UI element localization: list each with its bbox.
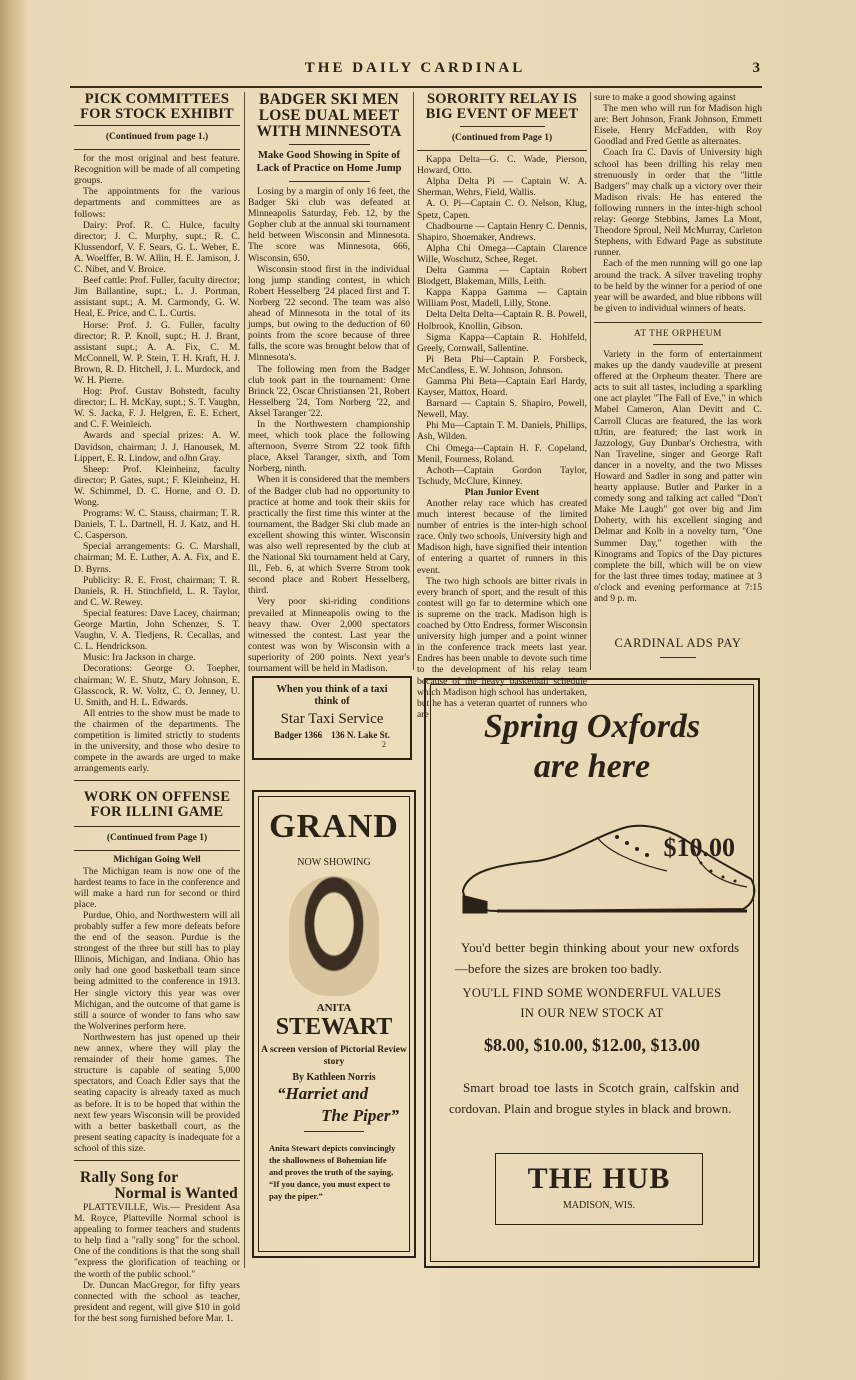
subhead: Plan Junior Event [464, 486, 540, 498]
binding-edge [0, 0, 26, 1380]
paragraph: In the Northwestern championship meet, which took place the following afternoon, Sverre Strom '22 took fifth place, Aksel Taranger, sixth, and Tom Norberg, ninth. [248, 418, 410, 475]
taxi-name: Star Taxi Service [280, 711, 384, 727]
paragraph: Dr. Duncan MacGregor, for fifty years connected with the school as teacher, president and regent, will give $10 in gold for the best song furnished before Mar. 1. [74, 1279, 240, 1324]
paragraph: for the most original and best feature. Recognition will be made of all competing groups. [74, 153, 240, 187]
paragraph: Kappa Kappa Gamma — Captain William Post, Madell, Lilly, Stone. [417, 287, 587, 310]
paragraph: Programs: W. C. Stauss, chairman; T. R. Daniels, T. L. Dartnell, H. J. Katz, and H. C. Casperson. [74, 508, 240, 542]
rule [594, 322, 762, 323]
paragraph: All entries to the show must be made to the chairmen of the departments. The competition is limited strictly to students in the university, and those who desire to compete in the awards are urged to make arrangements early. [74, 707, 240, 775]
paragraph: Chadbourne — Captain Henry C. Dennis, Shapiro, Shoemaker, Andrews. [417, 220, 587, 243]
paragraph: Northwestern has just opened up their new annex, where they will play the remainder of their home games. The structure is capable of seating 5,000 spectators, and Coach Edler says that the seating capacity is already taxed as much as before. It is to be hoped that within the next few years Wisconsin will be provided with a better basketball court, as the present seating capacity is inadequate for a school of this size. [74, 1031, 240, 1154]
paragraph: A. O. Pi—Captain C. O. Nelson, Klug, Spetz, Capen. [417, 198, 587, 221]
rule [653, 344, 703, 345]
rule [460, 126, 545, 127]
paragraph: Delta Delta Delta—Captain R. B. Powell, Holbrook, Knollin, Gibson. [417, 309, 587, 332]
paragraph: Chi Omega—Captain H. F. Copeland, Menil, Fourness, Roland. [417, 442, 587, 465]
paragraph: Sheep: Prof. Kleinheinz, faculty director; P. Gates, supt.; F. Kleinheinz, H. W. Schimmel, D. C. Horne, and O. D. Wong. [74, 463, 240, 508]
paragraph: Publicity: R. E. Frost, chairman; T. R. Daniels, R. H. Stinchfield, L. R. Taylor, and C. W. Rewey. [74, 574, 240, 608]
paragraph: Horse: Prof. J. G. Fuller, faculty director; R. P. Knoll, supt.; H. J. Brant, assistant supt.; A. A. Fix, C. M. McConnell, W. P. Stein, T. H. Kraft, H. J. Brown, R. D. Hitchell, J. L. Murdock, and W. H. Pierre. [74, 319, 240, 386]
paragraph: Alpha Chi Omega—Captain Clarence Wille, Woschutz, Schee, Reget. [417, 242, 587, 265]
paragraph: Pi Beta Phi—Captain P. Forsbeck, McCandless, E. W. Johnson, Johnson. [417, 353, 587, 376]
paragraph: Gamma Phi Beta—Captain Earl Hardy, Kayser, Mattox, Hoard. [417, 375, 587, 399]
headline-ski-3: WITH MINNESOTA [256, 123, 402, 140]
ad-body-2: Smart broad toe lasts in Scotch grain, calfskin and cordovan. Plain and brogue styles in black and brown. [449, 1080, 739, 1116]
film-title-1: “Harriet and [277, 1084, 369, 1103]
hub-logo-box [495, 1153, 703, 1225]
continued-note: (Continued from page 1.) [105, 132, 209, 142]
paragraph: Barnard — Captain S. Shapiro, Powell, Newell, May. [417, 398, 587, 421]
film-author: By Kathleen Norris [292, 1072, 376, 1083]
rule [74, 125, 240, 126]
hub-city: MADISON, WIS. [562, 1200, 636, 1211]
rule [417, 150, 587, 151]
page-number: 3 [752, 60, 760, 76]
rule [74, 1160, 240, 1161]
ad-headline [431, 707, 753, 787]
taxi-contact [254, 730, 410, 740]
theater-name: GRAND [269, 808, 399, 845]
taxi-mark: 2 [382, 740, 386, 749]
headline-offense-1: WORK ON OFFENSE [83, 789, 231, 806]
ad-headline-2: are here [533, 748, 651, 785]
taxi-line-2: think of [314, 696, 350, 707]
paragraph: Dairy: Prof. R. C. Hulce, faculty director; J. C. Murphy, supt.; R. C. Klussendorf, V. F. Sears, G. L. Weber, E. A. Woelffer, B. W. Allin, H. E. Jamison, J. C. Nibet, and V. Broice. [74, 219, 240, 276]
paragraph: Purdue, Ohio, and Northwestern will all probably suffer a few more defeats before the end of the season. Purdue is the strongest of the three but still has to play Illinois, Michigan, and Indiana. Ohio has only had one good basketball team since being admitted to the conference in 1913. Her single victory this year was over Michigan, and the outcome of that game is still a source of wonder to fans who saw the Wolverines perform here. [74, 909, 240, 1032]
masthead-title: THE DAILY CARDINAL [304, 60, 526, 76]
masthead-rule [70, 86, 762, 88]
film-blurb: Anita Stewart depicts convincingly the shallowness of Bohemian life and proves the truth of the saying, “If you dance, you must expect to pay the piper.” [269, 1143, 396, 1201]
taxi-ad [252, 676, 412, 760]
paragraph: The men who will run for Madison high are: Bert Johnson, Frank Johnson, Emmett Eisele, Henry McFadden, with Roy Goodlad and Fred Gettle as alternates. [594, 103, 762, 148]
paragraph: Awards and special prizes: A. W. Davidson, chairman; J. J. Hanousek, M. Lippert, E. R. Lindow, and oJhn Gray. [74, 430, 240, 464]
column-1 [74, 91, 240, 1324]
orpheum-heading: AT THE ORPHEUM [634, 328, 722, 339]
cardinal-ads-text: CARDINAL ADS PAY [614, 636, 742, 650]
headline-committees-2: FOR STOCK EXHIBIT [80, 106, 234, 122]
ad-body-1: You'd better begin thinking about your new oxfords—before the sizes are broken too badly. [455, 940, 739, 976]
actress-last-name: STEWART [275, 1014, 393, 1040]
paragraph: sure to make a good showing against [594, 92, 736, 103]
paragraph: Sigma Kappa—Captain R. Hohlfeld, Greely, Cornwall, Sallentine. [417, 331, 587, 354]
paragraph: Variety in the form of entertainment makes up the dandy vaudeville at present offered at the Orpheum theater. There are acts to suit all tastes, including a sparkling one act playlet "The Fall of Eve," in which Mabel Cameron, Alan Devitt and C. Carroll Clucas are featured, the las work ttJtin, are featured; the last work in Jazzology, Guy Dunbar's Orchestra, with Nan Traveline, singer and George Raft dancer in a novelty, and the two Misses Howard and Sadler in song and patter win hearty applause. Butler and Parker in a comedy song and talking act called "Don't Make Me Laugh" got over big and Jim Doherty, with his excellent singing and Delmar and Kolb in a novelty turn, "One Summer Day," together with the Kinograms and Topics of the Day pictures complete the bill, which will be on view for the last three times today, matinee at 3 o'clock and evening performance at 7:15 and 9 p. m. [594, 348, 762, 605]
paragraph: The following men from the Badger club took part in the tournament: Orne Brinck '22, Oscar Christiansen '21, Robert Hesselberg '24, Tom Norberg '22, and Aksel Taranger '22. [248, 363, 410, 419]
column-divider [413, 92, 414, 670]
headline-sorority-1: SORORITY RELAY IS [426, 91, 578, 107]
paragraph: Each of the men running will go one lap around the track. A silver traveling trophy to be held by the winner for a period of one year will be awarded, and blue ribbons will be given to individual winners of heats. [594, 258, 762, 314]
paragraph: Delta Gamma — Captain Robert Blodgett, Blakeman, Mills, Leith. [417, 265, 587, 288]
ad-caps-2: IN OUR NEW STOCK AT [520, 1006, 664, 1020]
paragraph: The appointments for the various departments and committees are as follows: [74, 186, 240, 220]
paragraph: Music: Ira Jackson in charge. [83, 652, 196, 664]
paragraph: The two high schools are bitter rivals in every branch of sport, and the result of this contest will go far to determine which one is supreme on the track. Madison high is coached by Otto Endress, former Wisconsin university high jumper and a point winner in the conference track meets last year. Endres has been unable to devote such time to the development of his relay team because of the heavy basketball schedule which Madison high school has undertaken, but he has a veteran quartet of runners who are [417, 575, 587, 720]
hub-logo: THE HUB [527, 1162, 671, 1195]
paragraph: Special features: Dave Lacey, chairman; George Martin, John Schenzer, S. T. Vaughn, V. A. Tiedjens, R. Cecallas, and C. L. Hendrickson. [74, 607, 240, 653]
ad-price-list: $8.00, $10.00, $12.00, $13.00 [484, 1035, 700, 1055]
cardinal-ads-pay [594, 636, 762, 658]
film-description: A screen version of Pictorial Review story [261, 1045, 407, 1067]
subhead: Michigan Going Well [113, 854, 201, 866]
headline-ski-2: LOSE DUAL MEET [258, 107, 400, 124]
ad-caps-1: YOU'LL FIND SOME WONDERFUL VALUES [462, 986, 722, 1000]
headline-offense-2: FOR ILLINI GAME [90, 804, 224, 821]
rule [304, 1131, 364, 1132]
paragraph: Kappa Delta—G. C. Wade, Pierson, Howard, Otto. [417, 154, 587, 177]
column-4 [594, 92, 762, 632]
rule [660, 657, 696, 658]
paragraph: Achoth—Captain Gordon Taylor, Tschudy, McClure, Kinney. [417, 464, 587, 487]
rule [289, 144, 370, 145]
paragraph: Decorations: George O. Toepher, chairman; W. E. Shutz, Mary Johnson, E. Glasscock, R. W. Voltz, C. O. Jenney, U. U. Smith, and H. L. Edwards. [74, 663, 240, 708]
paragraph: Hog: Prof. Gustav Bohstedt, faculty director; L. H. McKay, supt.; S. T. Vaughn, W. S. Jacka, F. J. Helgren, E. E. Echert, and C. F. Weinleich. [74, 386, 240, 431]
paragraph: Beef cattle: Prof. Fuller, faculty director; Jim Ballantine, supt.; L. J. Portman, assistant supt.; A. M. Carmondy, G. W. Heal, E. Price, and C. L. Curtis. [74, 275, 240, 320]
hub-oxfords-ad [424, 678, 760, 1268]
paragraph: PLATTEVILLE, Wis.— President Asa M. Royce, Platteville Normal school is appealing to former teachers and students to help find a "rally song" for the school. One of the conditions is that the song shall "express the glorification of teaching or the worth of the public school." [74, 1201, 240, 1280]
rule [74, 149, 240, 150]
paragraph: When it is considered that the members of the Badger club had no opportunity to practice at home and took their skiis for practically the first time this winter at the tournament, the Badger Ski club made an excellent showing this winter. Wisconsin was also well represented by the club at the National Ski tournament held at Cary, Ill., Feb. 6, at which Sverre Strom took second place and Robert Hesselberg, third. [248, 474, 410, 597]
headline-rally-2: Normal is Wanted [114, 1184, 238, 1202]
rule [74, 780, 240, 781]
now-showing: NOW SHOWING [297, 857, 371, 868]
paragraph: The Michigan team is now one of the hardest teams to face in the conference and will make a hard run for second or third place. [74, 865, 240, 910]
paragraph: Very poor ski-riding conditions prevailed at Minneapolis owing to the heavy thaw. Over 2,000 spectators witnessed the contest. Last year the contest was won by Wisconsin with a superiority of 200 points. Next year's tournament will be held in Madison. [248, 596, 410, 675]
ad-headline-1: Spring Oxfords [483, 708, 701, 745]
paragraph: Coach Ira C. Davis of University high school has been drilling his relay men strenuously in order that the "little Badgers" may chalk up a victory over their Madison rivals. He has entered the following runners in the inter-high school relay: George Stebbins, James La Mont, Theodore Sproul, Neil McMurray, Carleton Stephens, with Edward Page as substitute runner. [594, 147, 762, 259]
column-divider [590, 92, 591, 670]
continued-note: (Continued from Page 1) [451, 133, 553, 143]
paragraph: Wisconsin stood first in the individual long jump standing contest, in which Robert Hesselberg '24 placed first and T. Norberg '22 second. The team was also ahead of Minnesota in the total of its jumps, but owing to the deduction of 60 points from the score because of three falls, the score was brought below that of Minnesota's. [248, 263, 410, 364]
paragraph: Losing by a margin of only 16 feet, the Badger Ski club was defeated at Minneapolis Saturday, Feb. 12, by the Gopher club at the annual ski tournament held between Wisconsin and Minnesota. The score was Minnesota, 666, Wisconsin, 650. [248, 186, 410, 264]
paragraph: Special arrangements: G. C. Marshall, chairman; M. E. Luther, A. A. Fix, and E. D. Byrns. [74, 541, 240, 575]
headline-rally-1: Rally Song for [80, 1168, 179, 1186]
ad-caps [431, 983, 753, 1023]
headline-ski-1: BADGER SKI MEN [259, 91, 399, 108]
headline-sorority-2: BIG EVENT OF MEET [425, 106, 579, 122]
masthead [70, 60, 760, 84]
column-3 [417, 91, 587, 720]
paragraph: Alpha Delta Pi — Captain W. A. Sherman, Wehrs, Field, Wallis. [417, 176, 587, 199]
actress-portrait [289, 876, 379, 996]
grand-theater-ad [252, 790, 416, 1258]
paragraph: Phi Mu—Captain T. M. Daniels, Phillips, Ash, Wilden. [417, 420, 587, 443]
paragraph: Another relay race which has created much interest because of the limited number of entries is the inter-high school race. Only two schools, University high and Madison high, have signified their intention of entering a quartet of runners in this event. [417, 498, 587, 576]
rule [289, 181, 370, 182]
rule [74, 850, 240, 851]
shoe-price: $10.00 [663, 833, 735, 862]
actress-first-name: ANITA [316, 1002, 352, 1014]
headline-committees-1: PICK COMMITTEES [84, 91, 230, 107]
column-divider [244, 92, 245, 1268]
continued-note: (Continued from Page 1) [106, 833, 208, 844]
taxi-phone: Badger 1366 [274, 730, 323, 740]
taxi-line-1: When you think of a taxi [276, 684, 388, 695]
column-2 [248, 91, 410, 675]
film-title-2: The Piper” [321, 1106, 399, 1125]
rule [74, 826, 240, 827]
taxi-address: 136 N. Lake St. [331, 730, 390, 740]
subhead: Make Good Showing in Spite of Lack of Practice on Home Jump [256, 150, 402, 174]
oxford-shoe-illustration [457, 805, 757, 925]
